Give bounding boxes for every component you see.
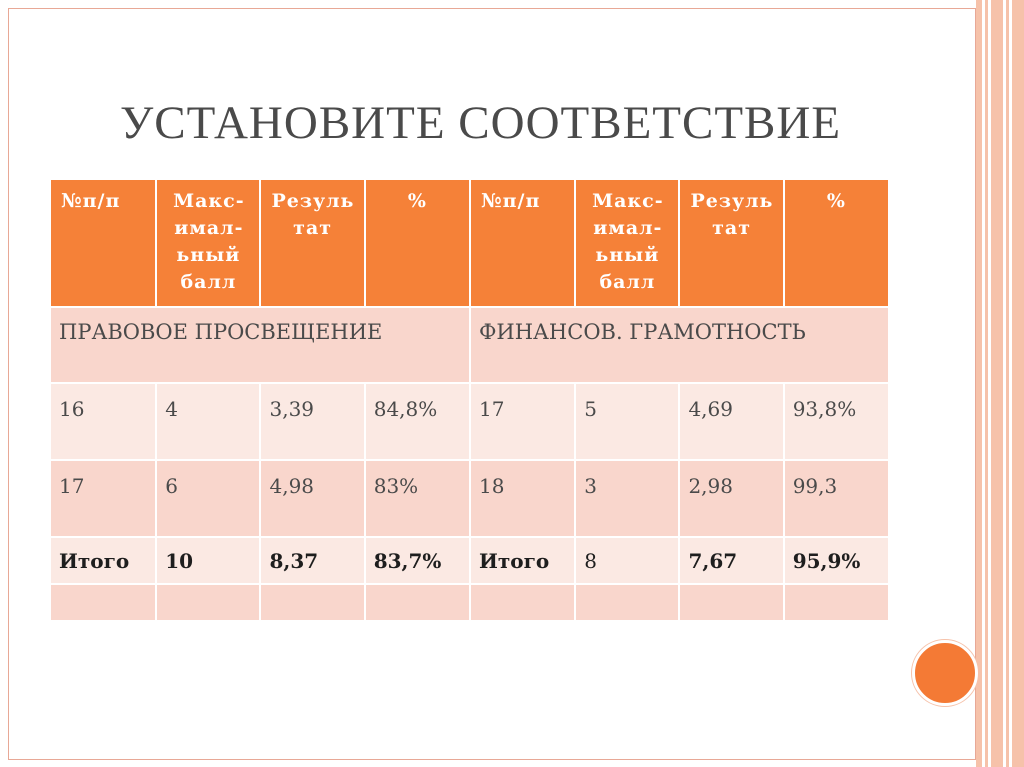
section-row [50,307,889,383]
slide-title: УСТАНОВИТЕ СООТВЕТСТВИЕ [120,97,842,149]
table-row [50,383,889,460]
table-cell: 4,98 [260,460,364,537]
empty-cell [365,584,470,621]
header-cell: №п/п [470,179,575,307]
header-cell: % [365,179,470,307]
table-cell: 99,3 [784,460,889,537]
table-cell: 16 [50,383,156,460]
empty-cell [575,584,679,621]
table-cell: 4 [156,383,260,460]
total-cell: 8,37 [260,537,364,584]
header-cell: Максимальный балл [575,179,679,307]
total-cell: Итого [470,537,575,584]
empty-cell [470,584,575,621]
results-table [49,178,890,622]
total-cell: 10 [156,537,260,584]
section-label-legal: ПРАВОВОЕ ПРОСВЕЩЕНИЕ [50,307,470,383]
table-cell: 83% [365,460,470,537]
total-row [50,537,889,584]
total-cell: 95,9% [784,537,889,584]
table-cell: 2,98 [679,460,783,537]
table-cell: 93,8% [784,383,889,460]
empty-cell [156,584,260,621]
accent-circle [912,640,978,706]
total-cell: 83,7% [365,537,470,584]
empty-cell [784,584,889,621]
header-cell: №п/п [50,179,156,307]
table-cell: 4,69 [679,383,783,460]
empty-cell [679,584,783,621]
table-cell: 3,39 [260,383,364,460]
header-cell: Резуль тат [679,179,783,307]
table-cell: 18 [470,460,575,537]
header-cell: Максимальный балл [156,179,260,307]
table-row [50,460,889,537]
total-cell: Итого [50,537,156,584]
header-cell: Резуль тат [260,179,364,307]
total-cell: 7,67 [679,537,783,584]
empty-cell [260,584,364,621]
total-cell: 8 [575,537,679,584]
table-cell: 5 [575,383,679,460]
table-cell: 17 [50,460,156,537]
table-header-row [50,179,889,307]
decorative-stripes [976,0,1024,767]
table-cell: 6 [156,460,260,537]
empty-row [50,584,889,621]
header-cell: % [784,179,889,307]
section-label-finance: ФИНАНСОВ. ГРАМОТНОСТЬ [470,307,889,383]
table-cell: 3 [575,460,679,537]
empty-cell [50,584,156,621]
table-cell: 17 [470,383,575,460]
table-cell: 84,8% [365,383,470,460]
